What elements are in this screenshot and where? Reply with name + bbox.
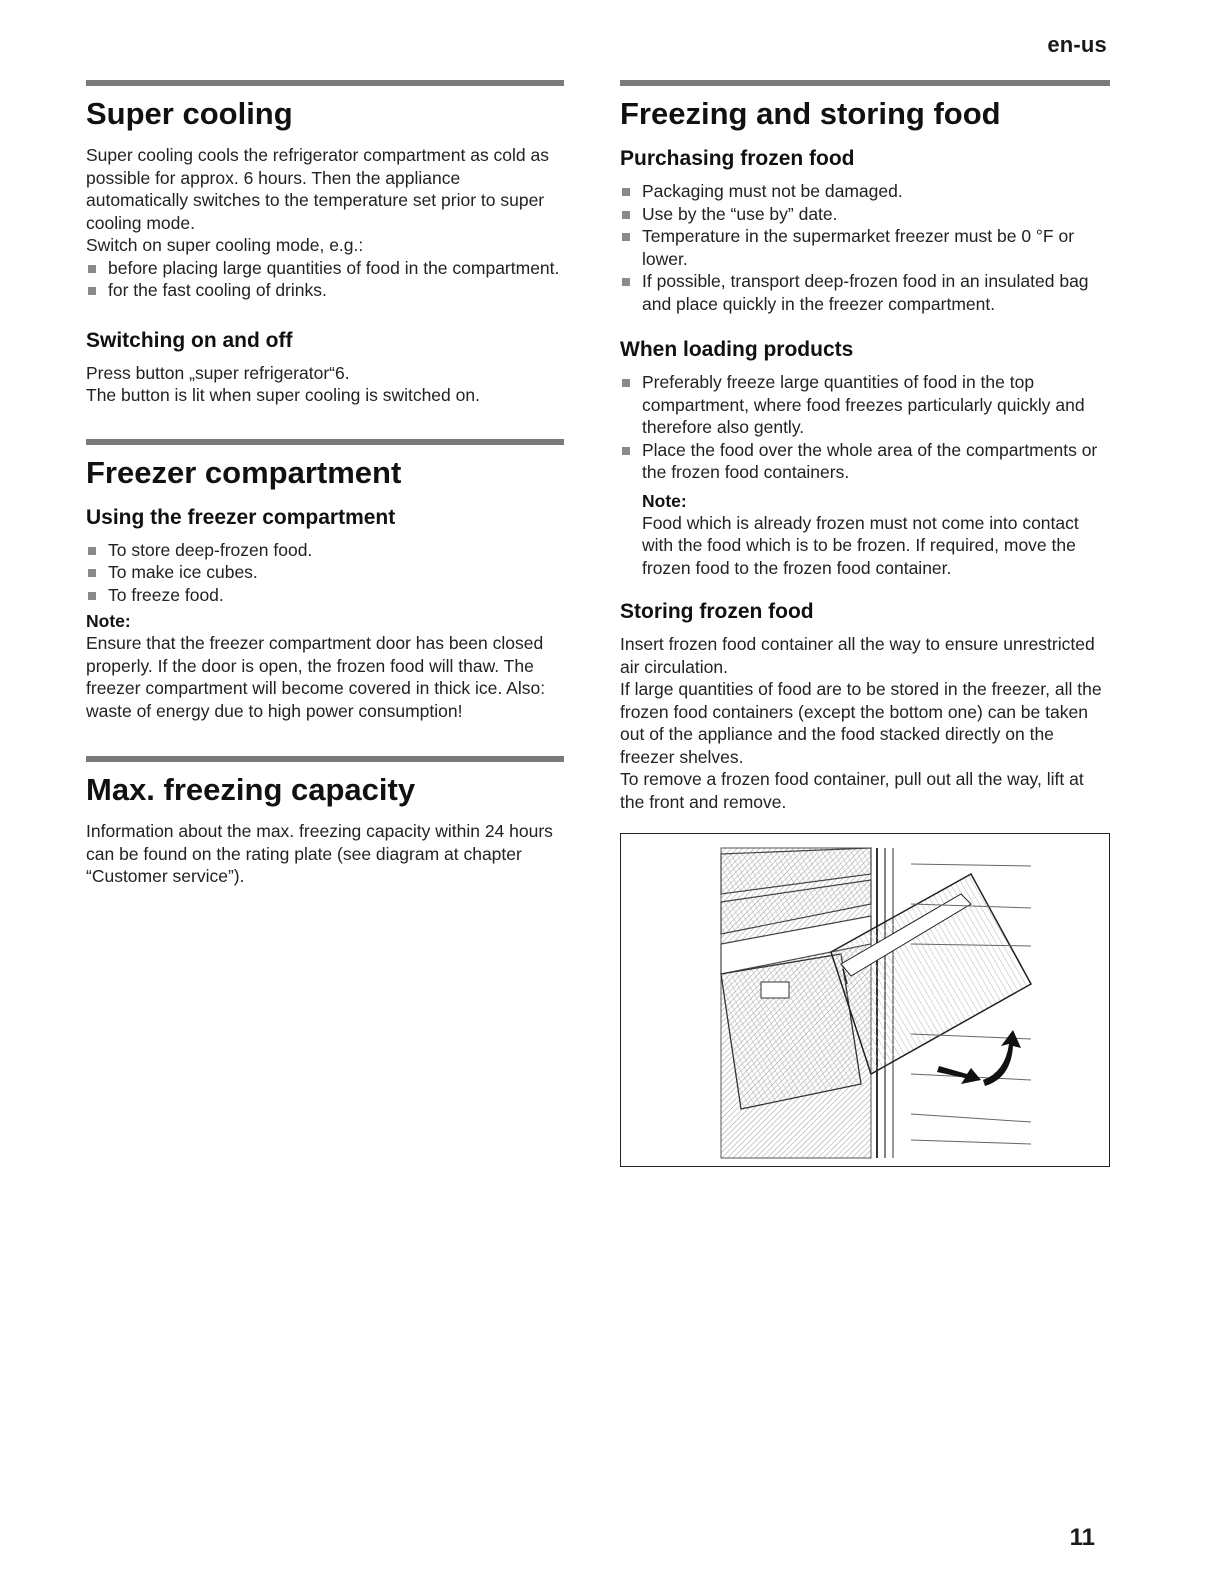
list-item: To store deep-frozen food. [86,539,564,562]
note-block [620,490,1110,580]
section-super-cooling [86,80,564,407]
list-item: Packaging must not be damaged. [620,180,1110,203]
right-column [620,80,1110,1167]
body-text: The button is lit when super cooling is switched on. [86,385,480,405]
list-item: Preferably freeze large quantities of food in the top compartment, where food freezes particularly quickly and therefore also gently. [620,371,1110,439]
body-text: Information about the max. freezing capacity within 24 hours can be found on the rating plate (see diagram at chapter “Customer service”). [86,821,553,886]
section-max-freezing-capacity [86,756,564,888]
section-rule [86,439,564,445]
section-title: Freezer compartment [86,454,402,490]
freezer-drawer-illustration [620,833,1110,1167]
section-title: Max. freezing capacity [86,772,416,807]
section-freezer-compartment [86,439,564,723]
section-title: Freezing and storing food [620,96,1001,131]
note-text: Food which is already frozen must not come into contact with the food which is to be frozen. If required, move the frozen food to the frozen food container. [642,512,1079,578]
body-text: To remove a frozen food container, pull out all the way, lift at the front and remove. [620,769,1084,812]
list-item: To freeze food. [86,584,564,607]
bullet-list [620,180,1110,315]
subsection-title: Using the freezer compartment [86,505,396,529]
body-text: Insert frozen food container all the way to ensure unrestricted air circulation. [620,634,1095,677]
switch-on-text: Switch on super cooling mode, e.g.: [86,235,364,255]
subsection-title: Switching on and off [86,328,293,352]
bullet-list [620,371,1110,484]
bullet-list [86,257,564,302]
freezer-drawer-illustration-icon [621,834,1109,1166]
note-label: Note: [86,611,131,631]
section-rule [620,80,1110,86]
section-rule [86,756,564,762]
section-freezing-storing [620,80,1110,1167]
note-text: Ensure that the freezer compartment door has been closed properly. If the door is open, the frozen food will thaw. The freezer compartment will become covered in thick ice. Also: waste of energy due to high power consumption! [86,633,546,721]
note-label: Note: [642,490,687,511]
list-item: Use by the “use by” date. [620,203,1110,226]
body-text: If large quantities of food are to be stored in the freezer, all the frozen food containers (except the bottom one) can be taken out of the appliance and the food stacked directly on the freezer shelves. [620,679,1102,767]
list-item: before placing large quantities of food in the compartment. [86,257,564,280]
list-item: If possible, transport deep-frozen food in an insulated bag and place quickly in the freezer compartment. [620,270,1110,315]
section-title: Super cooling [86,96,293,131]
section-rule [86,80,564,86]
list-item: Temperature in the supermarket freezer must be 0 °F or lower. [620,225,1110,270]
list-item: To make ice cubes. [86,561,564,584]
page-number: 11 [1069,1524,1095,1551]
subsection-title: When loading products [620,338,854,361]
subsection-title: Purchasing frozen food [620,147,855,170]
subsection-title: Storing frozen food [620,600,814,623]
language-code: en-us [1047,32,1107,57]
list-item: Place the food over the whole area of the compartments or the frozen food containers. [620,439,1110,484]
bullet-list [86,539,564,607]
body-text: Press button „super refrigerator“6. [86,362,350,383]
list-item: for the fast cooling of drinks. [86,279,564,302]
intro-text: Super cooling cools the refrigerator compartment as cold as possible for approx. 6 hours. Then the appliance automatically switches to the temperature set prior to super cooling mode. [86,145,550,233]
left-column [86,80,564,888]
